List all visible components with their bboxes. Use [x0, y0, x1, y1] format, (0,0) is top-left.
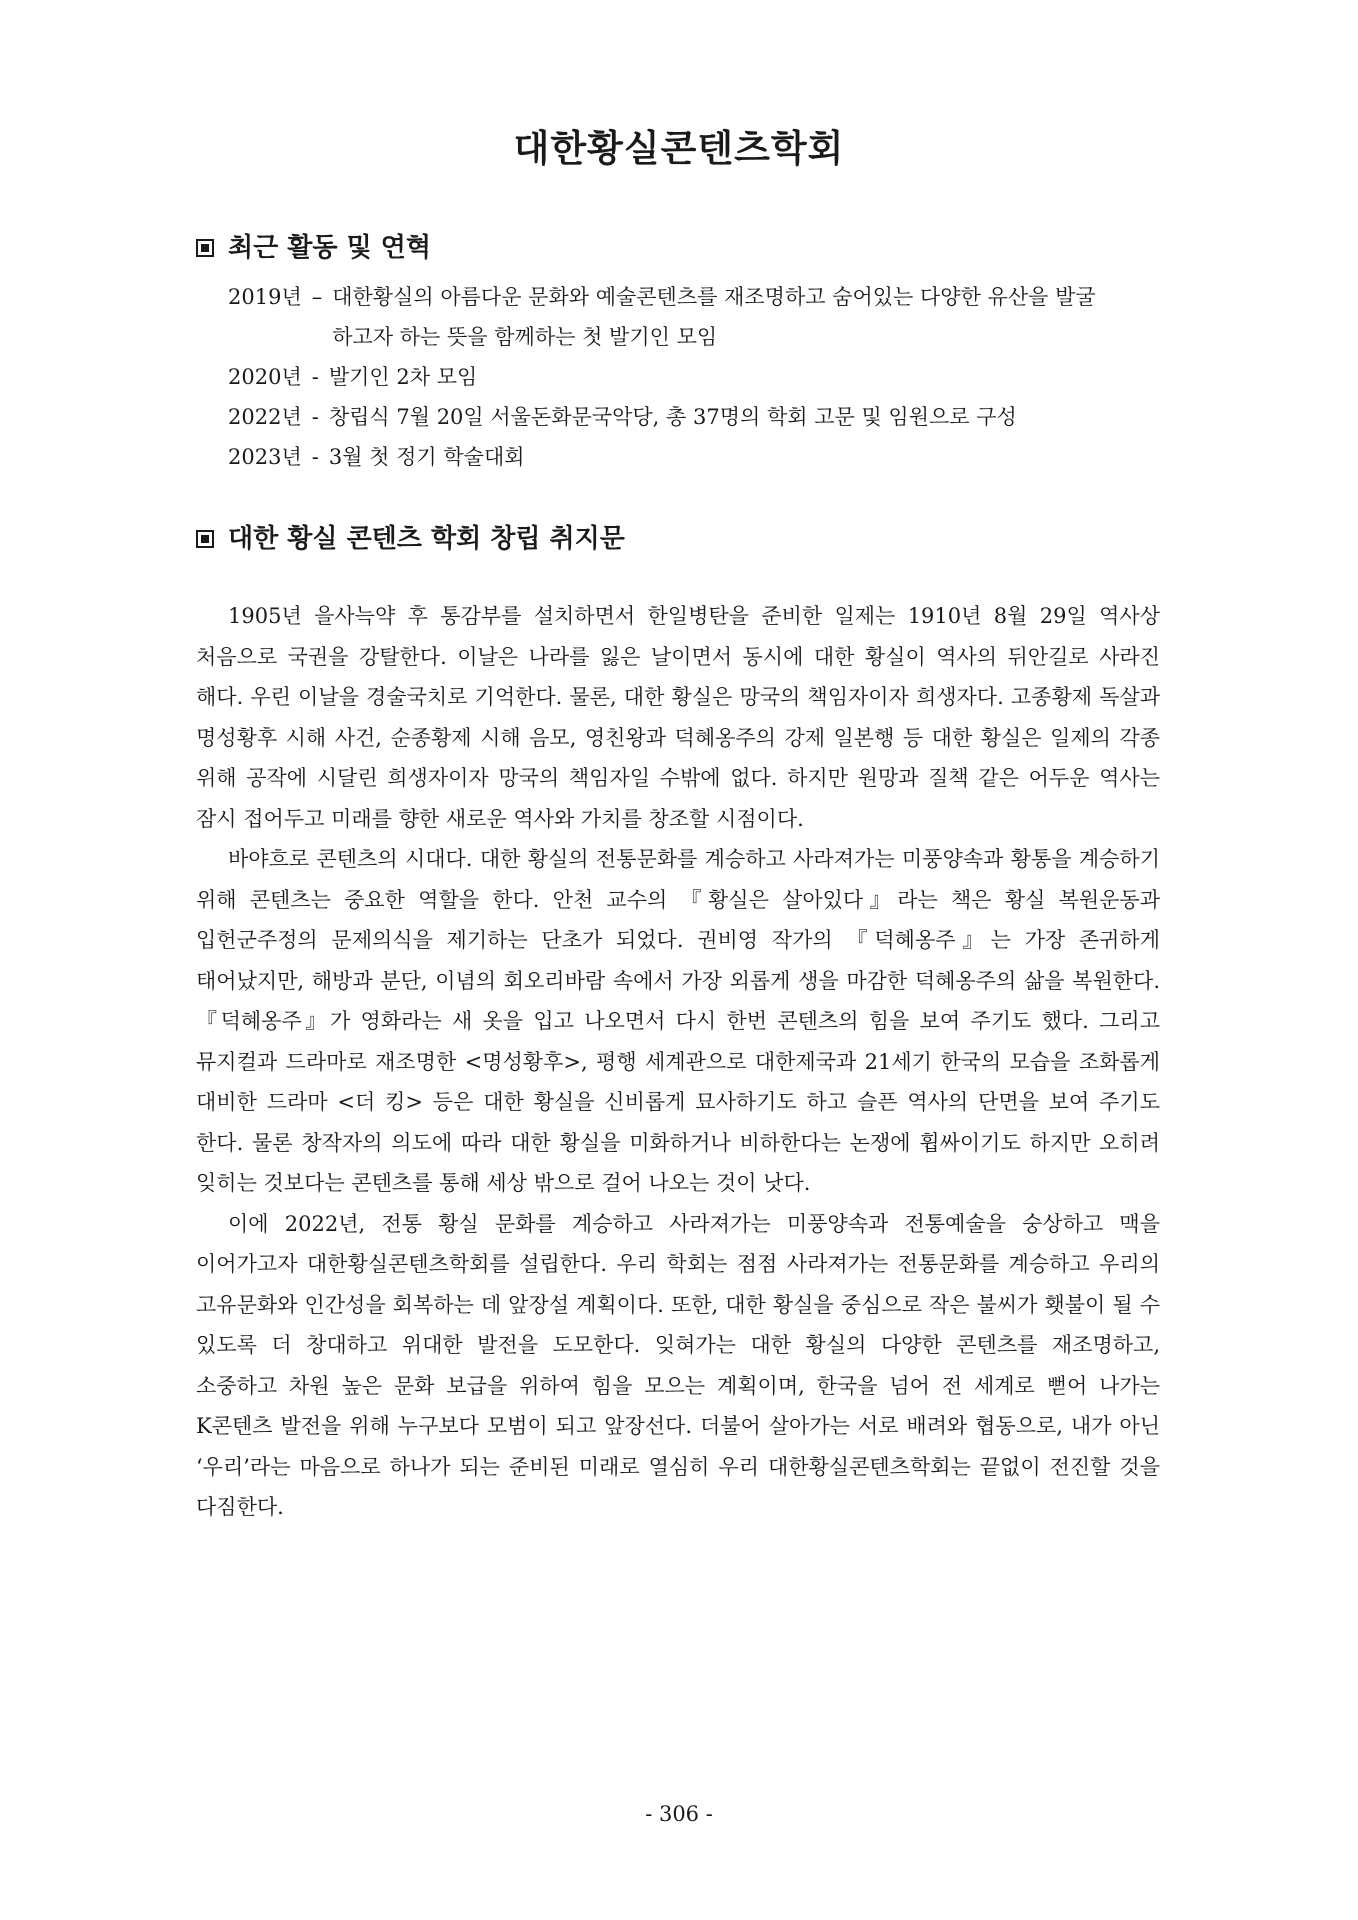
document-title: 대한황실콘텐츠학회	[513, 127, 845, 170]
history-item	[228, 397, 1188, 437]
history-text: 창립식 7월 20일 서울돈화문국악당, 총 37명의 학회 고문 및 임원으로 구성	[328, 405, 1017, 429]
history-year: 2019년	[228, 285, 302, 309]
history-text: 대한황실의 아름다운 문화와 예술콘텐츠를 재조명하고 숨어있는 다양한 유산을 발굴하고자 하는 뜻을 함께하는 첫 발기인 모임	[332, 285, 1096, 349]
history-item	[228, 437, 1188, 477]
page-number: - 306 -	[645, 1802, 713, 1826]
history-year: 2023년	[228, 445, 302, 469]
paragraph: 1905년 을사늑약 후 통감부를 설치하면서 한일병탄을 준비한 일제는 1910년 8월 29일 역사상 처음으로 국권을 강탈한다. 이날은 나라를 잃은 날이면서 동시에 대한 황실이 역사의 뒤안길로 사라진 해다. 우린 이날을 경술국치로 기억한다. 물론, 대한 황실은 망국의 책임자이자 희생자다. 고종황제 독살과 명성황후 시해 사건, 순종황제 시해 음모, 영친왕과 덕혜옹주의 강제 일본행 등 대한 황실은 일제의 각종 위해 공작에 시달린 희생자이자 망국의 책임자일 수밖에 없다. 하지만 원망과 질책 같은 어두운 역사는 잠시 접어두고 미래를 향한 새로운 역사와 가치를 창조할 시점이다.	[196, 604, 1161, 831]
history-year: 2020년	[228, 365, 302, 389]
dash-separator: –	[311, 285, 323, 309]
section-heading-founding-label: 대한 황실 콘텐츠 학회 창립 취지문	[228, 524, 625, 554]
dash-separator: -	[311, 405, 319, 429]
history-item	[228, 357, 1188, 397]
paragraph: 바야흐로 콘텐츠의 시대다. 대한 황실의 전통문화를 계승하고 사라져가는 미풍양속과 황통을 계승하기 위해 콘텐츠는 중요한 역할을 한다. 안천 교수의 『황실은 살아있다』라는 책은 황실 복원운동과 입헌군주정의 문제의식을 제기하는 단초가 되었다. 권비영 작가의 『덕혜옹주』는 가장 존귀하게 태어났지만, 해방과 분단, 이념의 회오리바람 속에서 가장 외롭게 생을 마감한 덕혜옹주의 삶을 복원한다. 『덕혜옹주』가 영화라는 새 옷을 입고 나오면서 다시 한번 콘텐츠의 힘을 보여 주기도 했다. 그리고 뮤지컬과 드라마로 재조명한 <명성황후>, 평행 세계관으로 대한제국과 21세기 한국의 모습을 조화롭게 대비한 드라마 <더 킹> 등은 대한 황실을 신비롭게 묘사하기도 하고 슬픈 역사의 단면을 보여 주기도 한다. 물론 창작자의 의도에 따라 대한 황실을 미화하거나 비하한다는 논쟁에 휩싸이기도 하지만 오히려 잊히는 것보다는 콘텐츠를 통해 세상 밖으로 걸어 나오는 것이 낫다.	[196, 847, 1160, 1195]
dash-separator: -	[311, 365, 319, 389]
square-bullet-icon	[196, 530, 214, 548]
founding-statement	[196, 596, 1160, 1528]
history-text: 발기인 2차 모임	[328, 365, 478, 389]
paragraph: 이에 2022년, 전통 황실 문화를 계승하고 사라져가는 미풍양속과 전통예술을 숭상하고 맥을 이어가고자 대한황실콘텐츠학회를 설립한다. 우리 학회는 점점 사라져가는 전통문화를 계승하고 우리의 고유문화와 인간성을 회복하는 데 앞장설 계획이다. 또한, 대한 황실을 중심으로 작은 불씨가 횃불이 될 수 있도록 더 창대하고 위대한 발전을 도모한다. 잊혀가는 대한 황실의 다양한 콘텐츠를 재조명하고, 소중하고 차원 높은 문화 보급을 위하여 힘을 모으는 계획이며, 한국을 넘어 전 세계로 뻗어 나가는 K콘텐츠 발전을 위해 누구보다 모범이 되고 앞장선다. 더불어 살아가는 서로 배려와 협동으로, 내가 아닌 ‘우리’라는 마음으로 하나가 되는 준비된 미래로 열심히 우리 대한황실콘텐츠학회는 끝없이 전진할 것을 다짐한다.	[196, 1211, 1160, 1519]
history-list	[228, 277, 1188, 477]
square-bullet-icon	[196, 239, 214, 257]
history-year: 2022년	[228, 405, 302, 429]
dash-separator: -	[311, 445, 319, 469]
history-item	[228, 277, 1188, 357]
section-heading-history	[196, 227, 431, 264]
history-text: 3월 첫 정기 학술대회	[328, 445, 525, 469]
section-heading-history-label: 최근 활동 및 연혁	[228, 233, 431, 263]
section-heading-founding	[196, 518, 625, 555]
